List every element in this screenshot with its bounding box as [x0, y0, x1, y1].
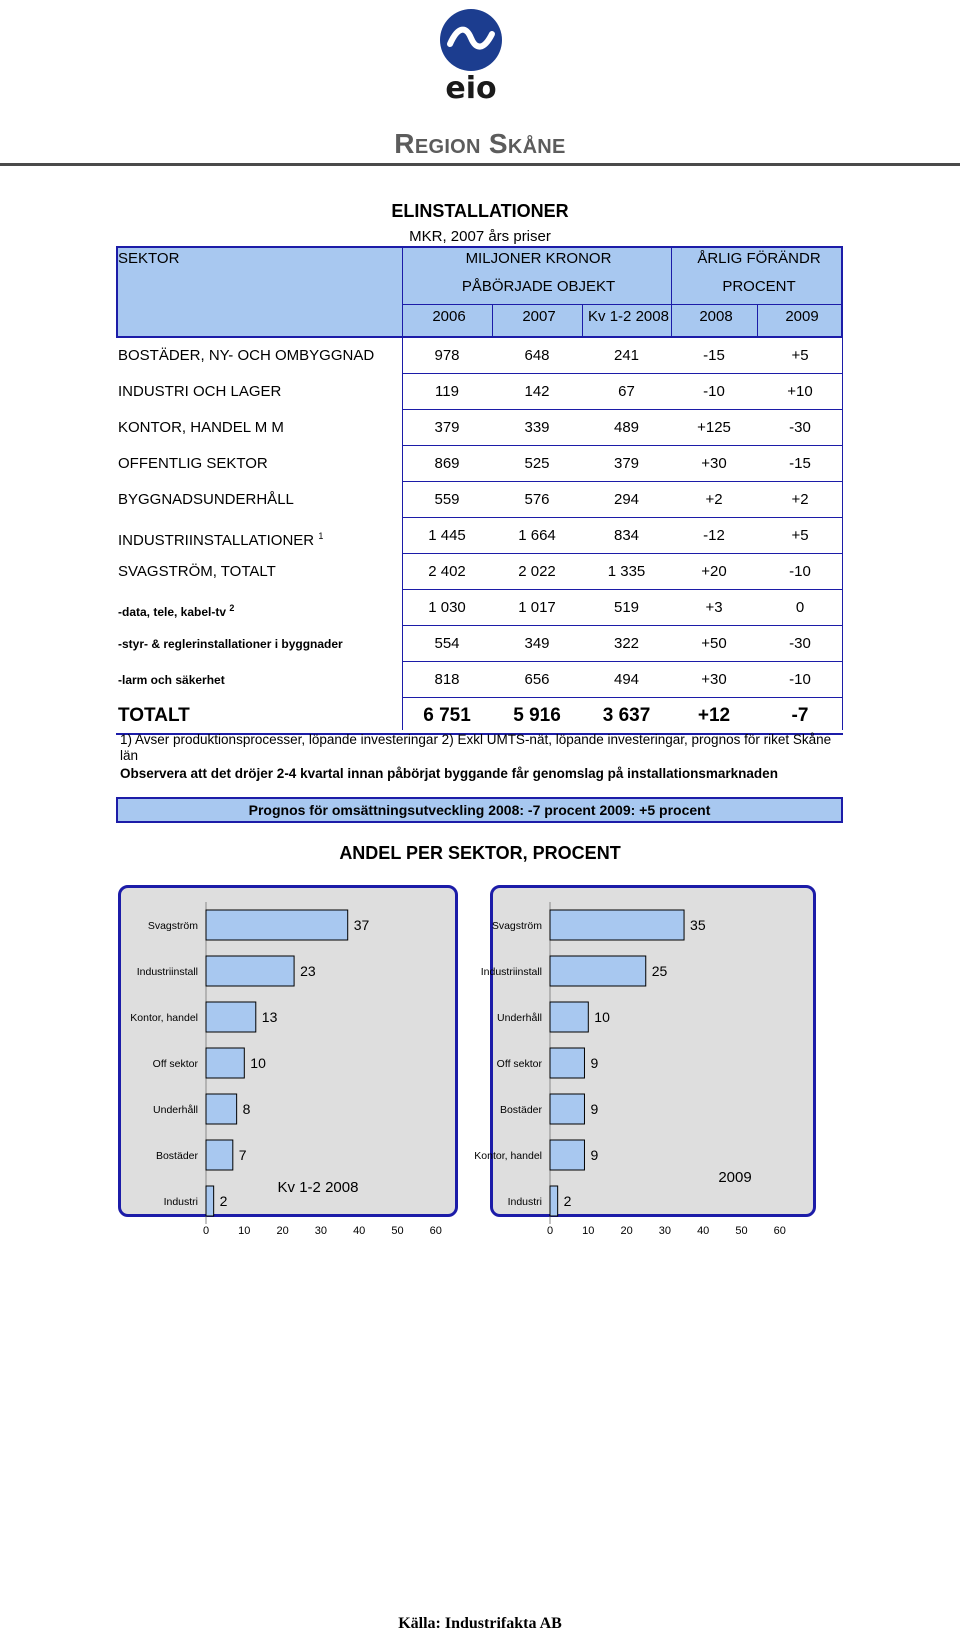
sektor-header: SEKTOR [118, 250, 180, 267]
table-cell: -15 [703, 347, 725, 364]
category-label: Off sektor [152, 1058, 198, 1070]
table-row [116, 410, 843, 446]
category-label: Industriinstall [480, 966, 542, 978]
table-cell: 494 [613, 671, 640, 688]
table-title: ELINSTALLATIONER [391, 201, 569, 221]
table-cell: 5 916 [513, 705, 561, 726]
table-cell: 519 [613, 599, 640, 616]
table-row [116, 374, 843, 410]
row-label [118, 626, 343, 662]
mkr-group-subheader: PÅBÖRJADE OBJEKT [461, 278, 616, 295]
row-label [118, 482, 294, 518]
table-cell: +10 [787, 383, 813, 400]
table-cell: 818 [434, 671, 460, 688]
bar-kontor-handel [206, 1002, 256, 1032]
data-label: 13 [261, 1009, 278, 1025]
row-label-text: TOTALT [118, 705, 190, 726]
footnote-observation: Observera att det dröjer 2-4 kvartal innan påbörjat byggande får genomslag på installationsmarknaden [120, 766, 778, 781]
table-cell: +20 [701, 563, 727, 580]
table-cell: 0 [795, 599, 805, 616]
andel-title: ANDEL PER SEKTOR, PROCENT [339, 843, 621, 863]
prognos-banner: Prognos för omsättningsutveckling 2008: -7 procent 2009: +5 procent [116, 797, 843, 823]
table-row [116, 590, 843, 626]
table-cell: +30 [701, 671, 727, 688]
row-label [118, 662, 225, 698]
category-label: Svagström [147, 920, 198, 932]
table-cell: 1 017 [518, 599, 556, 616]
region-title: Region Skåne [394, 128, 566, 159]
table-cell: +5 [791, 527, 809, 544]
installations-table [116, 246, 843, 730]
x-tick-label: 0 [546, 1225, 554, 1237]
bar-bostäder [206, 1140, 233, 1170]
x-tick-label: 60 [429, 1225, 442, 1237]
table-cell: 656 [524, 671, 550, 688]
logo-text: eio [445, 71, 497, 106]
table-cell: 1 664 [518, 527, 556, 544]
table-cell: +30 [701, 455, 727, 472]
table-cell: +12 [697, 705, 731, 726]
table-cell: -7 [791, 705, 809, 726]
table-cell: 1 030 [428, 599, 466, 616]
x-tick-label: 20 [276, 1225, 289, 1237]
row-label [118, 410, 284, 446]
change-group-subheader: PROCENT [722, 278, 796, 295]
chart-period-label: Kv 1-2 2008 [277, 1179, 359, 1196]
category-label: Bostäder [155, 1150, 198, 1162]
change-group-header: ÅRLIG FÖRÄNDR [697, 250, 821, 267]
chart-period-label: 2009 [718, 1169, 752, 1186]
data-label: 35 [690, 917, 706, 933]
row-label-text: INDUSTRI OCH LAGER [118, 383, 282, 400]
data-label: 10 [250, 1055, 266, 1071]
row-label-text: KONTOR, HANDEL M M [118, 419, 284, 436]
bar-industri [206, 1186, 214, 1216]
data-label: 9 [590, 1147, 599, 1163]
data-label: 2 [563, 1193, 572, 1209]
x-tick-label: 10 [238, 1225, 251, 1237]
bar-chart-kv-2008 [118, 880, 458, 1250]
bar-bostäder [550, 1094, 584, 1124]
category-label: Industri [163, 1196, 198, 1208]
bar-off-sektor [550, 1048, 584, 1078]
mkr-group-header: MILJONER KRONOR [465, 250, 612, 267]
category-label: Off sektor [496, 1058, 542, 1070]
table-cell: 1 335 [607, 563, 646, 580]
data-label: 7 [238, 1147, 247, 1163]
x-tick-label: 30 [314, 1225, 328, 1237]
x-tick-label: 50 [735, 1225, 748, 1237]
footnote-marker: 2 [229, 603, 235, 613]
footnote-marker: 1 [318, 531, 324, 541]
table-cell: -30 [789, 635, 811, 652]
row-label-text: BOSTÄDER, NY- OCH OMBYGGNAD [118, 347, 375, 364]
row-label-text: BYGGNADSUNDERHÅLL [118, 491, 294, 508]
table-cell: -10 [789, 563, 811, 580]
table-cell: 559 [434, 491, 460, 508]
x-tick-label: 20 [620, 1225, 633, 1237]
footnote-sources: 1) Avser produktionsprocesser, löpande investeringar 2) Exkl UMTS-nät, löpande investeringar, prognos för riket Skåne län [120, 732, 832, 763]
col-header-2006: 2006 [432, 308, 466, 325]
table-cell: +50 [701, 635, 727, 652]
table-cell: +2 [791, 491, 809, 508]
table-row [116, 518, 843, 554]
data-label: 10 [594, 1009, 610, 1025]
table-cell: 294 [613, 491, 640, 508]
bar-industriinstall [550, 956, 646, 986]
category-label: Industriinstall [136, 966, 198, 978]
source-note: Källa: Industrifakta AB [398, 1615, 562, 1632]
table-cell: 489 [613, 419, 640, 436]
table-cell: 119 [435, 383, 459, 400]
table-total-row [116, 698, 843, 734]
x-tick-label: 30 [658, 1225, 672, 1237]
table-cell: 525 [524, 455, 550, 472]
x-tick-label: 50 [391, 1225, 404, 1237]
eio-logo [436, 8, 506, 106]
row-label-text: -styr- & reglerinstallationer i byggnader [118, 637, 343, 651]
table-cell: 978 [434, 347, 460, 364]
bar-svagström [550, 910, 684, 940]
table-cell: 2 402 [428, 563, 466, 580]
col-header-kv-2008: Kv 1-2 2008 [588, 308, 669, 325]
table-header [116, 246, 843, 338]
data-label: 8 [242, 1101, 251, 1117]
col-header-2009: 2009 [785, 308, 819, 325]
table-cell: 3 637 [602, 705, 651, 726]
data-label: 9 [590, 1101, 599, 1117]
data-label: 37 [353, 917, 370, 933]
table-cell: 554 [434, 635, 460, 652]
bar-off-sektor [206, 1048, 244, 1078]
category-label: Kontor, handel [474, 1150, 542, 1162]
table-row [116, 338, 843, 374]
total-label [118, 698, 190, 734]
table-cell: 648 [524, 347, 550, 364]
table-cell: 142 [524, 383, 550, 400]
row-label-text: INDUSTRIINSTALLATIONER [118, 532, 315, 549]
category-label: Industri [507, 1196, 542, 1208]
table-cell: 834 [613, 527, 640, 544]
table-cell: +3 [705, 599, 723, 616]
x-tick-label: 0 [202, 1225, 210, 1237]
row-label-text: -data, tele, kabel-tv [118, 605, 227, 619]
table-cell: 379 [613, 455, 640, 472]
table-cell: 379 [434, 419, 460, 436]
row-label [118, 590, 234, 626]
table-cell: +5 [791, 347, 809, 364]
table-cell: 869 [434, 455, 460, 472]
x-tick-label: 40 [697, 1225, 710, 1237]
category-label: Svagström [491, 920, 542, 932]
x-tick-label: 60 [773, 1225, 786, 1237]
table-row [116, 482, 843, 518]
data-label: 25 [651, 963, 668, 979]
category-label: Underhåll [497, 1012, 542, 1024]
table-cell: +2 [705, 491, 723, 508]
x-tick-label: 10 [582, 1225, 595, 1237]
x-tick-label: 40 [353, 1225, 366, 1237]
table-cell: 67 [618, 383, 635, 400]
table-cell: 241 [613, 347, 640, 364]
table-cell: 1 445 [428, 527, 466, 544]
table-row [116, 446, 843, 482]
table-cell: 349 [524, 635, 550, 652]
table-cell: -30 [789, 419, 811, 436]
table-row [116, 554, 843, 590]
table-cell: 339 [524, 419, 550, 436]
category-label: Bostäder [499, 1104, 542, 1116]
table-cell: 2 022 [518, 563, 556, 580]
category-label: Kontor, handel [130, 1012, 198, 1024]
col-header-2007: 2007 [522, 308, 556, 325]
row-label [118, 338, 374, 374]
table-cell: -12 [703, 527, 725, 544]
bar-industri [550, 1186, 558, 1216]
table-row [116, 626, 843, 662]
table-cell: -10 [789, 671, 811, 688]
bar-kontor-handel [550, 1140, 584, 1170]
row-label [118, 446, 268, 482]
table-cell: 322 [613, 635, 640, 652]
bar-underhåll [550, 1002, 588, 1032]
table-cell: -10 [703, 383, 725, 400]
row-label-text: OFFENTLIG SEKTOR [118, 455, 268, 472]
row-label [118, 518, 323, 554]
table-cell: 6 751 [423, 705, 471, 726]
bar-svagström [206, 910, 348, 940]
col-header-2008: 2008 [699, 308, 733, 325]
header-rule [0, 163, 960, 166]
bar-underhåll [206, 1094, 237, 1124]
bar-industriinstall [206, 956, 294, 986]
data-label: 9 [590, 1055, 599, 1071]
table-cell: 576 [524, 491, 550, 508]
row-label [118, 374, 281, 410]
data-label: 2 [219, 1193, 228, 1209]
table-row [116, 662, 843, 698]
table-cell: +125 [697, 419, 731, 436]
row-label-text: -larm och säkerhet [118, 673, 225, 687]
category-label: Underhåll [153, 1104, 198, 1116]
bar-chart-2009 [474, 880, 830, 1250]
row-label [118, 554, 276, 590]
table-cell: -15 [789, 455, 811, 472]
table-subtitle: MKR, 2007 års priser [409, 228, 551, 245]
data-label: 23 [300, 963, 316, 979]
row-label-text: SVAGSTRÖM, TOTALT [118, 563, 276, 580]
